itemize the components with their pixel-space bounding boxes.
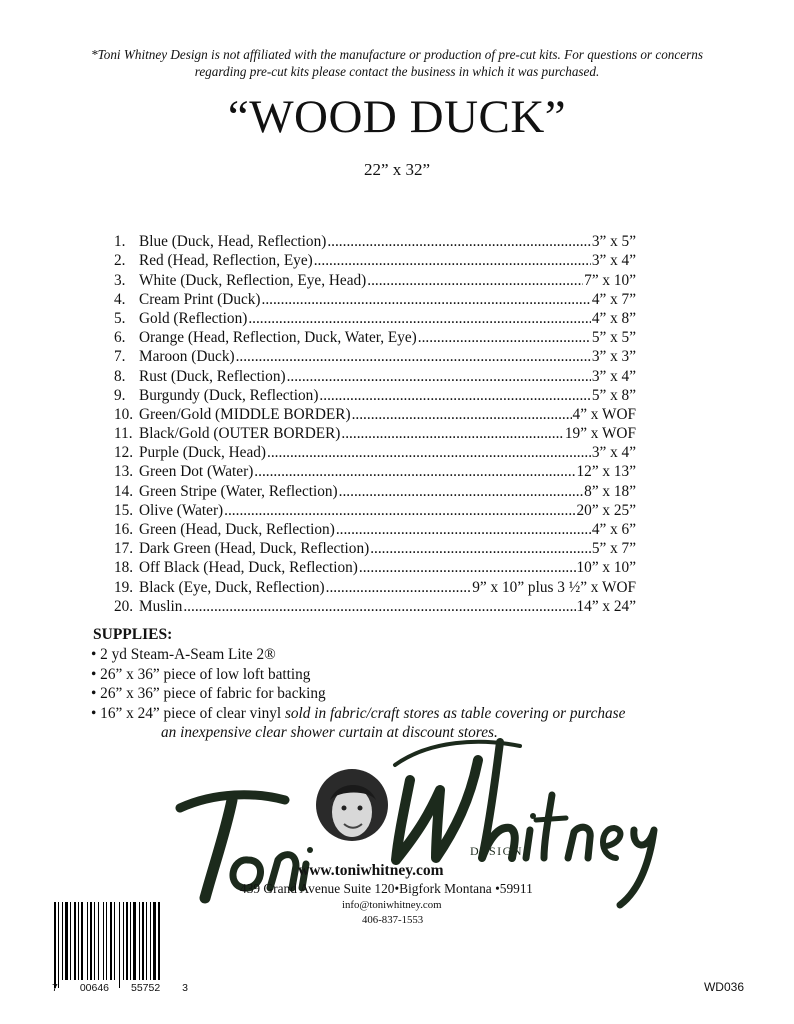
barcode-digit-2: 00646: [79, 982, 110, 994]
barcode-bar: [123, 902, 124, 980]
fabric-name: Olive (Water): [139, 501, 224, 519]
fabric-item: 20. Muslin ..... 14” x 24”: [114, 597, 636, 616]
fabric-name: Black/Gold (OUTER BORDER): [139, 425, 341, 443]
barcode: [52, 902, 188, 992]
barcode-bar: [142, 902, 144, 980]
barcode-bar: [158, 902, 160, 980]
fabric-name: Rust (Duck, Reflection): [139, 367, 286, 385]
supply-item: • 26” x 36” piece of low loft batting: [91, 665, 311, 683]
fabric-item: 10. Green/Gold (MIDDLE BORDER) ..... 4” x WOF: [114, 405, 636, 424]
fabric-name: Burgundy (Duck, Reflection): [139, 386, 319, 404]
barcode-bar: [65, 902, 68, 980]
barcode-bar: [150, 902, 151, 980]
fabric-name: White (Duck, Reflection, Eye, Head): [139, 271, 367, 289]
fabric-dim: 7” x 10”: [584, 271, 636, 289]
fabric-item: 16. Green (Head, Duck, Reflection) ..... 4” x 6”: [114, 520, 636, 539]
fabric-name: Cream Print (Duck): [139, 290, 261, 308]
fabric-dim: 5” x 8”: [591, 386, 636, 404]
barcode-bar: [98, 902, 99, 980]
fabric-item: 14. Green Stripe (Water, Reflection) ..... 8” x 18”: [114, 481, 636, 500]
barcode-bar: [110, 902, 112, 980]
barcode-bar: [106, 902, 107, 980]
supply-item: • 2 yd Steam-A-Seam Lite 2®: [91, 646, 276, 663]
fabric-dim: 3” x 4”: [591, 444, 636, 462]
fabric-dim: 12” x 13”: [576, 463, 636, 481]
barcode-bar: [81, 902, 83, 980]
pattern-title: “WOOD DUCK”: [227, 91, 567, 143]
fabric-name: Gold (Reflection): [139, 309, 248, 327]
fabric-dim: 3” x 4”: [591, 367, 636, 385]
barcode-bar: [103, 902, 104, 980]
barcode-bar: [114, 902, 115, 980]
fabric-dim: 20” x 25”: [576, 501, 636, 519]
fabric-dim: 4” x 8”: [591, 309, 636, 327]
fabric-item: 2. Red (Head, Reflection, Eye) ..... 3” x 4”: [114, 251, 636, 270]
barcode-bar: [90, 902, 92, 980]
fabric-name: Maroon (Duck): [139, 348, 235, 366]
barcode-bar: [130, 902, 131, 980]
barcode-bar: [87, 902, 88, 980]
fabric-dim: 19” x WOF: [564, 425, 636, 443]
barcode-bar: [133, 902, 136, 980]
barcode-bar: [78, 902, 79, 980]
fabric-item: 5. Gold (Reflection) ..... 4” x 8”: [114, 309, 636, 328]
supply-item-continuation: an inexpensive clear shower curtain at discount stores.: [161, 724, 498, 742]
portrait-avatar: [316, 769, 388, 841]
fabric-name: Green/Gold (MIDDLE BORDER): [139, 405, 351, 423]
fabric-name: Orange (Head, Reflection, Duck, Water, Eye): [139, 329, 417, 347]
fabric-item: 12. Purple (Duck, Head) ..... 3” x 4”: [114, 443, 636, 462]
barcode-bar: [62, 902, 63, 980]
fabric-dim: 4” x WOF: [572, 405, 636, 423]
email-link[interactable]: info@toniwhitney.com: [342, 899, 442, 911]
fabric-item: 17. Dark Green (Head, Duck, Reflection) ..... 5” x 7”: [114, 539, 636, 558]
fabric-item: 11. Black/Gold (OUTER BORDER) ..... 19” x WOF: [114, 424, 636, 443]
barcode-digit-3: 55752: [130, 982, 161, 994]
fabric-item: 8. Rust (Duck, Reflection) ..... 3” x 4”: [114, 366, 636, 385]
supply-item-plain: • 16” x 24” piece of clear vinyl: [91, 704, 285, 722]
fabric-item: 18. Off Black (Head, Duck, Reflection) ..... 10” x 10”: [114, 558, 636, 577]
fabric-dim: 5” x 5”: [591, 329, 636, 347]
barcode-bar: [94, 902, 95, 980]
fabric-dim: 3” x 4”: [591, 252, 636, 270]
fabric-dim: 9” x 10” plus 3 ½” x WOF: [472, 578, 636, 596]
fabric-dim: 8” x 18”: [584, 482, 636, 500]
fabric-dim: 5” x 7”: [591, 540, 636, 558]
fabric-item: 19. Black (Eye, Duck, Reflection) ..... 9” x 10” plus 3 ½” x WOF: [114, 577, 636, 596]
barcode-bar: [139, 902, 140, 980]
fabric-dim: 3” x 3”: [591, 348, 636, 366]
fabric-name: Purple (Duck, Head): [139, 444, 267, 462]
finished-size: 22” x 32”: [363, 160, 431, 179]
barcode-digit-1: 7: [52, 982, 58, 994]
fabric-name: Off Black (Head, Duck, Reflection): [139, 559, 358, 577]
supplies-heading: SUPPLIES:: [93, 626, 173, 643]
barcode-digits: [52, 982, 188, 994]
fabric-dim: 14” x 24”: [576, 597, 636, 615]
fabric-item: 9. Burgundy (Duck, Reflection) ..... 5” x 8”: [114, 386, 636, 405]
disclaimer-line-1: *Toni Whitney Design is not affiliated with the manufacture or production of pre-cut kits. For questions or concerns: [91, 47, 703, 62]
fabric-name: Blue (Duck, Head, Reflection): [139, 233, 327, 251]
fabric-dim: 4” x 6”: [591, 521, 636, 538]
barcode-bar: [74, 902, 76, 980]
fabric-item: 7. Maroon (Duck) ..... 3” x 3”: [114, 347, 636, 366]
fabric-name: Green (Head, Duck, Reflection): [139, 521, 335, 538]
fabric-dim: 10” x 10”: [576, 559, 636, 577]
barcode-bar: [153, 902, 156, 980]
fabric-item: 3. White (Duck, Reflection, Eye, Head) ..... 7” x 10”: [114, 270, 636, 289]
fabric-item: 4. Cream Print (Duck) ..... 4” x 7”: [114, 290, 636, 309]
website-link[interactable]: www.toniwhitney.com: [298, 862, 444, 879]
barcode-bar: [58, 902, 59, 988]
fabric-item: 15. Olive (Water) ..... 20” x 25”: [114, 501, 636, 520]
fabric-name: Red (Head, Reflection, Eye): [139, 252, 313, 270]
supply-item-italic: sold in fabric/craft stores as table covering or purchase: [284, 704, 626, 722]
phone-number: 406-837-1553: [362, 914, 424, 926]
barcode-bar: [54, 902, 56, 988]
barcode-bar: [119, 902, 120, 988]
fabric-name: Green Stripe (Water, Reflection): [139, 482, 338, 500]
barcode-digit-4: 3: [182, 982, 188, 994]
fabric-dim: 4” x 7”: [591, 290, 636, 308]
logo-design-word: DESIGN: [470, 844, 523, 858]
barcode-bar: [70, 902, 71, 980]
fabric-name: Black (Eye, Duck, Reflection): [139, 578, 325, 596]
fabric-item: 1. Blue (Duck, Head, Reflection) ..... 3” x 5”: [114, 232, 636, 251]
fabric-name: Green Dot (Water): [139, 463, 254, 481]
fabric-item: 13. Green Dot (Water) ..... 12” x 13”: [114, 462, 636, 481]
fabric-dim: 3” x 5”: [591, 233, 636, 251]
disclaimer-line-2: regarding pre-cut kits please contact the business in which it was purchased.: [194, 64, 600, 79]
address: 439 Grand Avenue Suite 120•Bigfork Montana •59911: [240, 881, 533, 896]
barcode-bar: [126, 902, 128, 980]
fabric-item: 6. Orange (Head, Reflection, Duck, Water, Eye) ..... 5” x 5”: [114, 328, 636, 347]
fabric-name: Dark Green (Head, Duck, Reflection): [139, 540, 370, 558]
product-code: WD036: [703, 980, 744, 994]
barcode-bar: [146, 902, 147, 980]
supply-item: • 26” x 36” piece of fabric for backing: [91, 685, 326, 703]
fabric-name: Muslin: [139, 597, 183, 615]
